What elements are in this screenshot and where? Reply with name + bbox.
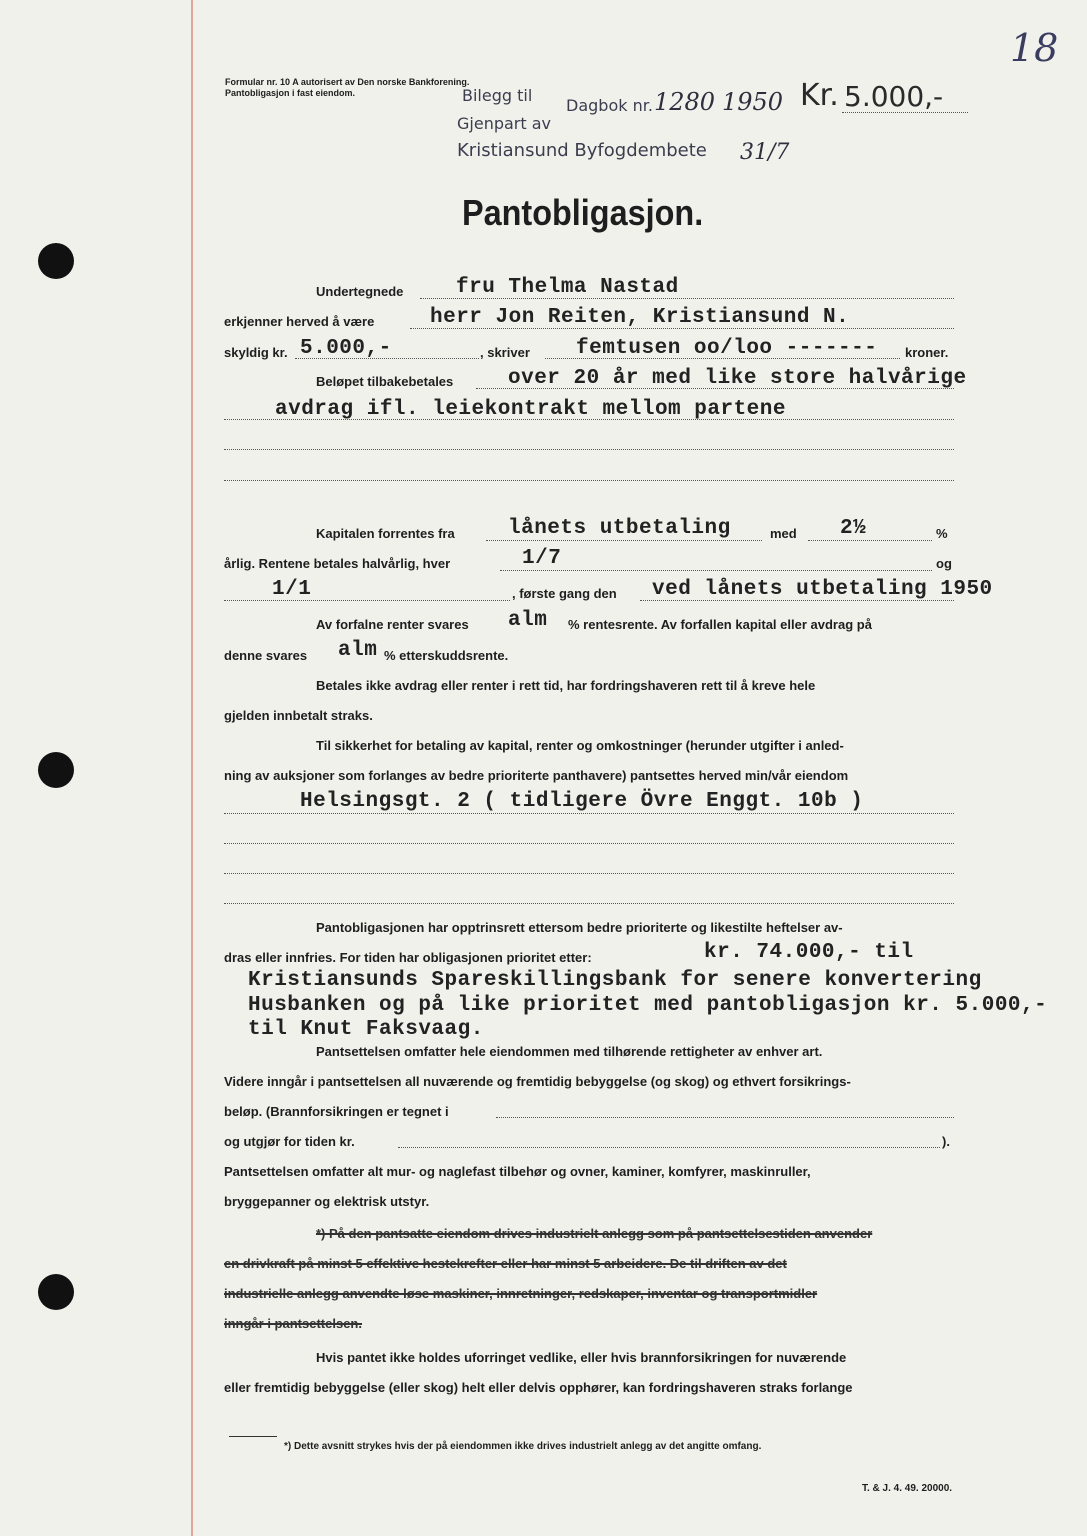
videre-line: Videre inngår i pantsettelsen all nuværende og fremtidig bebyggelse (og skog) og ethvert forsikrings- xyxy=(224,1074,851,1089)
property-value: Helsingsgt. 2 ( tidligere Övre Enggt. 10b ) xyxy=(300,790,864,813)
betales-line1: Betales ikke avdrag eller renter i rett tid, har fordringshaveren rett til å kreve hele xyxy=(316,678,816,693)
kapitalen-label: Kapitalen forrentes fra xyxy=(316,526,455,541)
undertegnede-value: fru Thelma Nastad xyxy=(456,276,679,299)
blank-line xyxy=(224,903,954,904)
kapitalen-value: lånets utbetaling xyxy=(508,517,731,540)
kroner-label: kroner. xyxy=(905,345,949,360)
opptrinn-line2: dras eller innfries. For tiden har obligasjonen prioritet etter: xyxy=(224,950,592,965)
rate-value: 2½ xyxy=(840,517,867,540)
hvis-line2: eller fremtidig bebyggelse (eller skog) helt eller delvis opphører, kan fordringshaveren straks forlange xyxy=(224,1380,853,1395)
percent-label: % xyxy=(936,526,948,541)
utgjor-line: og utgjør for tiden kr. xyxy=(224,1134,355,1149)
opptrinn-line1: Pantobligasjonen har opptrinsrett ettersom bedre prioriterte og likestilte heftelser av- xyxy=(316,920,843,935)
struck-line3: industrielle anlegg anvendte løse maskiner, innretninger, redskaper, inventar og transportmidler xyxy=(224,1286,818,1301)
second-date-line xyxy=(224,600,510,601)
punch-hole xyxy=(38,1274,74,1310)
hvis-line1: Hvis pantet ikke holdes uforringet vedlike, eller hvis brannforsikringen for nuværende xyxy=(316,1350,847,1365)
margin-rule xyxy=(191,0,193,1536)
sikkerhet-line1: Til sikkerhet for betaling av kapital, renter og omkostninger (herunder utgifter i anled- xyxy=(316,738,844,753)
arlig-line xyxy=(500,570,932,571)
amount-value: 5.000,- xyxy=(844,80,944,113)
omfatter-line1: Pantsettelsen omfatter hele eiendommen med tilhørende rettigheter av enhver art. xyxy=(316,1044,823,1059)
omfatter-line2a: Pantsettelsen omfatter alt mur- og naglefast tilbehør og ovner, kaminer, komfyrer, maskinruller, xyxy=(224,1164,811,1179)
form-notice-line2: Pantobligasjon i fast eiendom. xyxy=(225,88,356,98)
page-number: 18 xyxy=(1010,26,1059,70)
priority-value2: Kristiansunds Spareskillingsbank for senere konvertering xyxy=(248,969,982,992)
stamp-gjenpart: Gjenpart av xyxy=(457,114,551,133)
stamp-dagbok: Dagbok nr. xyxy=(566,96,653,115)
blank-line xyxy=(224,480,954,481)
amount-label: Kr. xyxy=(800,78,839,113)
blank-line xyxy=(224,843,954,844)
printer-mark: T. & J. 4. 49. 20000. xyxy=(862,1483,953,1494)
blank-line xyxy=(224,449,954,450)
kapitalen-line xyxy=(486,540,762,541)
forste-label: , første gang den xyxy=(512,586,617,601)
sikkerhet-line2: ning av auksjoner som forlanges av bedre prioriterte panthavere) pantsettes herved min/vår eiendom xyxy=(224,768,849,783)
belopet-line1 xyxy=(476,388,954,389)
arlig-label: årlig. Rentene betales halvårlig, hver xyxy=(224,556,451,571)
erkjenner-label: erkjenner herved å være xyxy=(224,314,375,329)
med-label: med xyxy=(770,526,797,541)
skriver-line xyxy=(545,358,900,359)
erkjenner-line xyxy=(410,328,954,329)
forste-line xyxy=(640,600,954,601)
forste-value: ved lånets utbetaling 1950 xyxy=(652,578,993,601)
denne-label: denne svares xyxy=(224,648,308,663)
footnote: *) Dette avsnitt strykes hvis der på eiendommen ikke drives industrielt anlegg av det angitte omfang. xyxy=(284,1441,762,1452)
amount-underline xyxy=(842,112,968,113)
denne-value: alm xyxy=(338,639,378,662)
belop-line: beløp. (Brannforsikringen er tegnet i xyxy=(224,1104,449,1119)
skriver-value: femtusen oo/loo ------- xyxy=(576,337,878,360)
document-title: Pantobligasjon. xyxy=(462,192,704,233)
skyldig-label: skyldig kr. xyxy=(224,345,288,360)
belopet-value2: avdrag ifl. leiekontrakt mellom partene xyxy=(275,398,786,421)
forfalne-text: % rentesrente. Av forfallen kapital eller avdrag på xyxy=(568,617,872,632)
belopet-line2 xyxy=(224,419,954,420)
struck-line4: inngår i pantsettelsen. xyxy=(224,1316,362,1331)
arlig-value: 1/7 xyxy=(522,547,562,570)
belop-dotline xyxy=(496,1117,954,1118)
og-label: og xyxy=(936,556,952,571)
denne-text: % etterskuddsrente. xyxy=(384,648,509,663)
skriver-label: , skriver xyxy=(480,345,530,360)
dagbok-year: 1950 xyxy=(722,88,784,116)
skyldig-value: 5.000,- xyxy=(300,337,392,360)
undertegnede-line xyxy=(420,298,954,299)
punch-hole xyxy=(38,243,74,279)
footnote-rule xyxy=(229,1436,277,1437)
office-note: 31/7 xyxy=(740,140,790,165)
forfalne-label: Av forfalne renter svares xyxy=(316,617,469,632)
struck-line1: *) På den pantsatte eiendom drives industrielt anlegg som på pantsettelsestiden anvender xyxy=(316,1226,873,1241)
stamp-bilag: Bilegg til xyxy=(462,86,533,105)
priority-value3: Husbanken og på like prioritet med pantobligasjon kr. 5.000,- xyxy=(248,994,1048,1017)
blank-line xyxy=(224,873,954,874)
form-notice-line1: Formular nr. 10 A autorisert av Den norske Bankforening. xyxy=(225,77,470,87)
property-line xyxy=(224,813,954,814)
erkjenner-value: herr Jon Reiten, Kristiansund N. xyxy=(430,306,850,329)
utgjor-end: ). xyxy=(942,1134,950,1149)
rate-line xyxy=(808,540,932,541)
skyldig-line xyxy=(295,358,479,359)
punch-hole xyxy=(38,752,74,788)
struck-line2: en drivkraft på minst 5 effektive hestekrefter eller har minst 5 arbeidere. De til driften av det xyxy=(224,1256,787,1271)
undertegnede-label: Undertegnede xyxy=(316,284,404,299)
betales-line2: gjelden innbetalt straks. xyxy=(224,708,373,723)
second-date-value: 1/1 xyxy=(272,578,312,601)
utgjor-dotline xyxy=(398,1147,940,1148)
forfalne-value: alm xyxy=(508,609,548,632)
dagbok-number: 1280 xyxy=(654,88,716,116)
priority-value1: kr. 74.000,- til xyxy=(704,941,914,964)
stamp-office: Kristiansund Byfogdembete xyxy=(457,140,707,161)
omfatter-line2b: bryggepanner og elektrisk utstyr. xyxy=(224,1194,430,1209)
priority-value4: til Knut Faksvaag. xyxy=(248,1018,484,1041)
belopet-value1: over 20 år med like store halvårige xyxy=(508,367,967,390)
belopet-label: Beløpet tilbakebetales xyxy=(316,374,454,389)
